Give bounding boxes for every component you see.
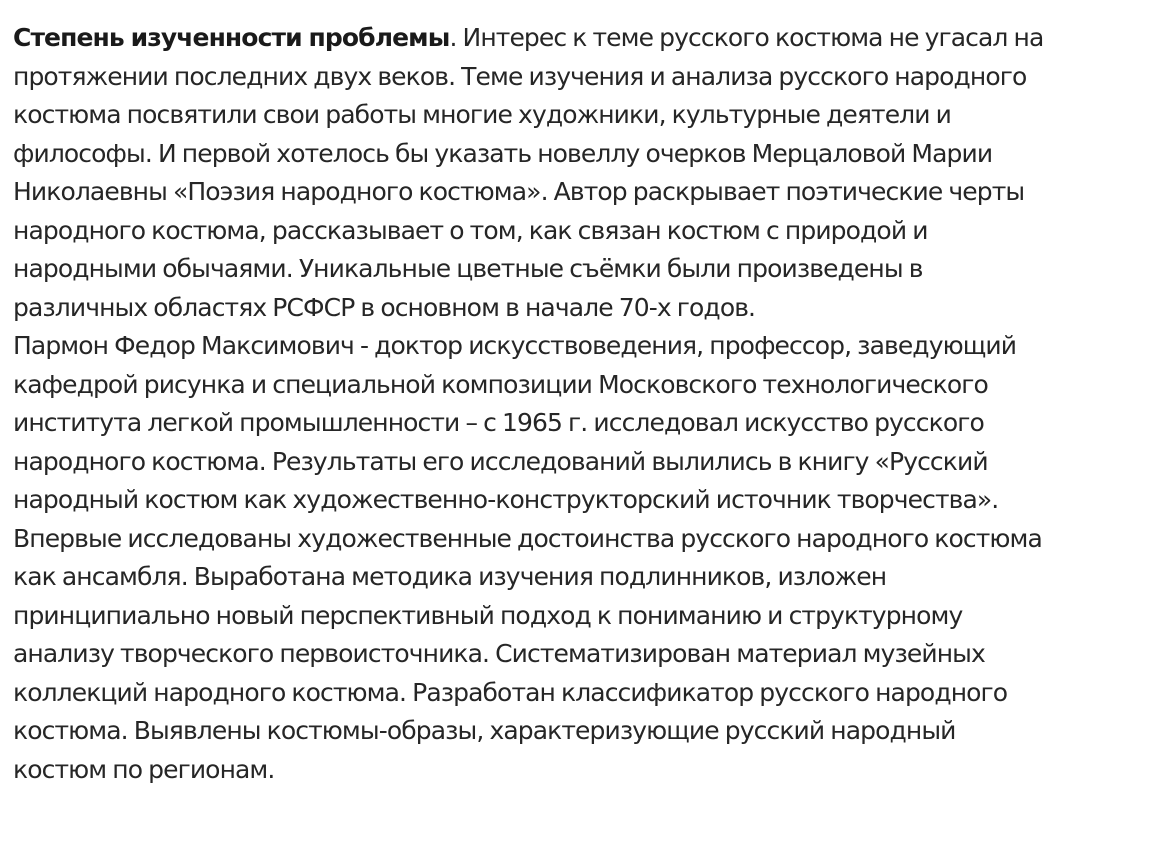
text-line-19: костюма. Выявлены костюмы-образы, характеризующие русский народный bbox=[13, 716, 956, 745]
text-line-17: анализу творческого первоисточника. Систематизирован материал музейных bbox=[13, 639, 985, 668]
body-text bbox=[13, 19, 1136, 789]
text-line-3: костюма посвятили свои работы многие художники, культурные деятели и bbox=[13, 100, 951, 129]
text-line-6: народного костюма, рассказывает о том, как связан костюм с природой и bbox=[13, 215, 928, 245]
text-line-20: костюм по регионам. bbox=[13, 754, 275, 784]
text-line-10: кафедрой рисунка и специальной композиции Московского технологического bbox=[13, 369, 988, 399]
text-line-14: Впервые исследованы художественные достоинства русского народного костюма bbox=[13, 523, 1042, 553]
text-line-1-rest: . Интерес к теме русского костюма не угасал на bbox=[449, 23, 1044, 52]
text-line-16: принципиально новый перспективный подход к пониманию и структурному bbox=[13, 600, 963, 630]
text-line-15: как ансамбля. Выработана методика изучения подлинников, изложен bbox=[13, 562, 887, 591]
text-line-11: института легкой промышленности – с 1965 г. исследовал искусство русского bbox=[13, 408, 984, 437]
text-line-4: философы. И первой хотелось бы указать новеллу очерков Мерцаловой Марии bbox=[13, 138, 993, 168]
text-line-1 bbox=[13, 19, 1136, 58]
text-line-13: народный костюм как художественно-конструкторский источник творчества». bbox=[13, 485, 999, 514]
text-line-5: Николаевны «Поэзия народного костюма». Автор раскрывает поэтические черты bbox=[13, 177, 1025, 206]
text-line-9: Пармон Федор Максимович - доктор искусствоведения, профессор, заведующий bbox=[13, 331, 1017, 360]
text-line-12: народного костюма. Результаты его исследований вылились в книгу «Русский bbox=[13, 446, 988, 476]
heading: Степень изученности проблемы bbox=[13, 23, 450, 52]
text-line-8: различных областях РСФСР в основном в начале 70-х годов. bbox=[13, 292, 756, 322]
text-line-7: народными обычаями. Уникальные цветные съёмки были произведены в bbox=[13, 254, 923, 283]
text-line-18: коллекций народного костюма. Разработан классификатор русского народного bbox=[13, 677, 1008, 707]
text-line-2: протяжении последних двух веков. Теме изучения и анализа русского народного bbox=[13, 61, 1027, 91]
